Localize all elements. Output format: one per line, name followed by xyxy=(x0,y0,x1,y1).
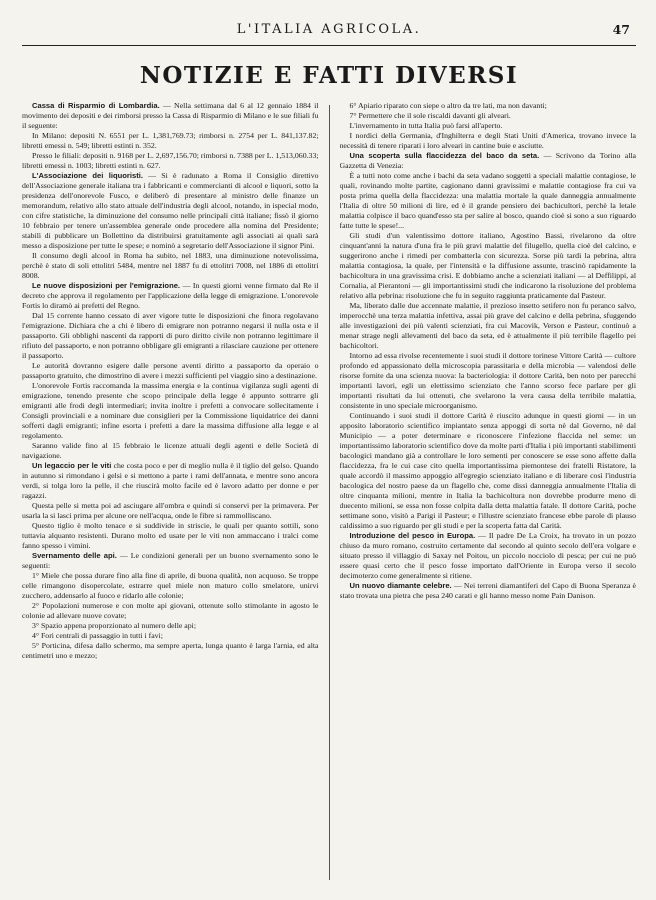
paragraph xyxy=(22,441,319,461)
paragraph xyxy=(340,531,637,581)
paragraph-text: Le autorità dovranno esigere dalle persone aventi diritto a passaporto da operaio o passaporto gratuito, che dimostrino di avere i mezzi sufficienti pel viaggio sino a destinazione. xyxy=(22,361,319,380)
paragraph-text: 4° Fori centrali di passaggio in tutti i favi; xyxy=(32,631,163,640)
paragraph-heading: Introduzione del pesco in Europa. xyxy=(349,531,476,540)
paragraph-text: Questa pelle si metta poi ad asciugare all'ombra e quindi si conservi per la primavera. Per usarla la si lasci prima per alcune ore nell'acqua, onde le fibre si rammolliscano. xyxy=(22,501,319,520)
paragraph xyxy=(22,171,319,251)
paragraph xyxy=(22,281,319,311)
paragraph-text: I nordici della Germania, d'Inghilterra e degli Stati Uniti d'America, trovano invece la necessità di tenere riparati i loro alveari in cantine buie e asciutte. xyxy=(339,131,636,150)
paragraph xyxy=(22,461,319,501)
left-column xyxy=(22,101,319,891)
paragraph-text: Questo tiglio è molto tenace e si suddivide in striscie, le quali per quanto sottili, sono tuttavia alquanto resistenti. Durano molto ed usate per le viti non ammaccano i tralci come fanno spesso i vimini. xyxy=(22,521,319,550)
paragraph xyxy=(22,631,319,641)
paragraph-text: che costa poco e per di meglio nulla è il tiglio del gelso. Quando in autunno si rimondano i gelsi e si mettono a parte i rami dell'annata, e mentre sono ancora verdi, si tolga loro la pelle, il che riuscirà molto facile ed è lavoro adatto per donne e per ragazzi. xyxy=(22,461,319,500)
paragraph-text: — Scrivono da Torino alla Gazzetta di Venezia: xyxy=(339,151,636,170)
paragraph xyxy=(22,521,319,551)
paragraph-text: — Si è radunato a Roma il Consiglio direttivo dell'Associazione generale italiana tra i fabbricanti e commercianti di alcool e liquori, sotto la presidenza dell'onorevole Fusco, e deliberò di presentare al ministro delle finanze un memorandum, relativo allo stato attuale dell'industria degli alcool, notando, in ispecial modo, con cifre statistiche, la diminuzione del consumo nelle principali città italiane; fissò il giorno 10 febbraio per tenere un'assemblea generale onde procedere alla nomina del Presidente; stabilì di pubblicare un Bollettino da distribuirsi gratuitamente agli associati ai quali sarà messo a disposizione per tutte le spese; e nominò a segretario dell'Associazione il signor Pini. xyxy=(22,171,319,250)
paragraph xyxy=(22,641,319,661)
paragraph xyxy=(22,131,319,151)
paragraph xyxy=(340,101,637,111)
paragraph-text: Presso le filiali: depositi n. 9168 per L. 2,697,156.70; rimborsi n. 7388 per L. 1,513,060.33; libretti emessi n. 1003; libretti estinti n. 627. xyxy=(22,151,319,170)
section-title: NOTIZIE E FATTI DIVERSI xyxy=(139,62,519,89)
paragraph xyxy=(22,101,319,131)
paragraph xyxy=(22,551,319,571)
column-divider xyxy=(329,105,330,880)
paragraph-text: Dal 15 corrente hanno cessato di aver vigore tutte le disposizioni che finora regolavano l'emigrazione. Dichiara che a chi è libero di emigrare non potranno negarsi il nulla osta e il passaporto. Gli obblighi nascenti da rapporti di puro diritto civile non potranno legittimare il rifiuto del passaporto, e non potranno obbligare gli emigranti a rilasciare cauzione per ottenere il passaporto. xyxy=(22,311,319,360)
paragraph-text: Continuando i suoi studi il dottore Carità è riuscito adunque in questi giorni — in un apposito laboratorio scientifico impiantato senza appoggi di sorta nè dal Governo, nè dal Municipio — a poter determinare e riconoscere l'infezione flaccida nel seme: un importantissimo laboratorio scientifico dove da molte parti d'Italia i più importanti stabilimenti bacologici mandano già a controllare le loro sementi per conoscere se esse sono affette dalla flaccidezza, fra le cui case cito quella importantissima piemontese dei fratelli Ristatore, la quale accordò il massimo appoggio all'egregio scienziato italiano e di liberare così l'industria bacologica del nostro paese da un flagello che, come dissi danneggia annualmente l'Italia di oltre cinquanta milioni, mentre in Italia la bachicoltura non dovrebbe produrre meno di duecento milioni, se essa non fosse colpita dalla detta malattia fatale. Il dottore Carità, poche settimane sono, visitò a Parigi il Pasteur; e l'illustre scienziato francese ebbe parole di plauso caldissimo a suo riguardo per gli studi e per la scoperta fatta dal Carità. xyxy=(339,411,636,530)
paragraph xyxy=(340,231,637,301)
paragraph-text: L'onorevole Fortis raccomanda la massima energia e la continua vigilanza sugli agenti di emigrazione, tenendo presente che scopo principale della legge è appunto sottrarre gli emigranti alle frodi degli intermediari; invita inoltre i prefetti a convocare sollecitamente i Consigli provinciali e a nominare due consiglieri per la Commissione liquidatrice dei danni sofferti dagli emigranti; infine esorta i prefetti a dare la massima diffusione alla legge e al regolamento. xyxy=(22,381,319,440)
paragraph xyxy=(340,111,637,121)
right-column xyxy=(340,101,637,891)
paragraph-heading: Un legaccio per le viti xyxy=(32,461,112,470)
paragraph xyxy=(340,411,637,531)
journal-title: L'ITALIA AGRICOLA. xyxy=(236,22,422,37)
paragraph xyxy=(22,251,319,281)
paragraph-text: — Le condizioni generali per un buono svernamento sono le seguenti: xyxy=(22,551,319,570)
paragraph-text: Il consumo degli alcool in Roma ha subito, nel 1883, una diminuzione notevolissima, perchè è stato di soli ettolitri 5484, mentre nel 1887 fu di ettolitri 7008, nel 1886 di ettolitri 8008. xyxy=(22,251,319,280)
article-columns xyxy=(22,101,636,891)
page-number: 47 xyxy=(612,22,630,37)
paragraph xyxy=(22,151,319,171)
paragraph-text: 5° Porticina, difesa dallo schermo, ma sempre aperta, lunga quanto è larga l'arnia, ed alta centimetri uno e mezzo; xyxy=(22,641,319,660)
running-header xyxy=(22,14,636,46)
paragraph-text: — Nella settimana dal 6 al 12 gennaio 1884 il movimento dei depositi e dei rimborsi presso la Cassa di Risparmio di Milano e le sue filiali fu il seguente: xyxy=(22,101,319,130)
paragraph xyxy=(340,131,637,151)
paragraph-heading: Un nuovo diamante celebre. xyxy=(349,581,452,590)
paragraph xyxy=(340,151,637,171)
paragraph xyxy=(22,601,319,621)
paragraph-heading: Svernamento delle api. xyxy=(32,551,117,560)
paragraph xyxy=(22,571,319,601)
paragraph-text: — Il padre De La Croix, ha trovato in un pozzo chiuso da muro romano, costruito certamente dal secondo al quinto secolo dell'era volgare e situato presso il villaggio di Saxay nel Poitou, un piccolo nocciolo di pesca; per cui ne può essere quasi certo che il pesco fosse importato dall'Oriente in Europa verso il secolo decimoterzo come generalmente si ritiene. xyxy=(339,531,636,580)
paragraph xyxy=(22,311,319,361)
paragraph xyxy=(22,621,319,631)
paragraph-text: 7° Permettere che il sole riscaldi davanti gli alveari. xyxy=(349,111,511,120)
paragraph-text: È a tutti noto come anche i bachi da seta vadano soggetti a speciali malattie contagiose, le quali, rovinando molte partite, cagionano danni gravissimi e malattie contagiose fra cui va posta prima quella della flaccidezza: una malattia mortale la quale danneggia annualmente l'Italia di oltre 50 milioni di lire, ed è il grande pensiero dei bachicultori, perchè la letale malattia colpisce il baco quand'esso sta per salire al bosco, quando cioè si sono a suo riguardo fatte tutte le spese!... xyxy=(339,171,636,230)
paragraph-text: 3° Spazio appena proporzionato al numero delle api; xyxy=(32,621,196,630)
paragraph-text: L'invernamento in tutta Italia può farsi all'aperto. xyxy=(349,121,503,130)
paragraph-text: — Nei terreni diamantiferi del Capo di Buona Speranza è stato trovata una pietra che pesa 240 carati e gli hanno messo nome Pain Danison. xyxy=(339,581,636,600)
paragraph xyxy=(340,351,637,411)
paragraph xyxy=(340,301,637,351)
paragraph xyxy=(22,361,319,381)
paragraph-text: 2° Popolazioni numerose e con molte api giovani, ottenute sollo stimolante in agosto le colonie ad allevare nuove covate; xyxy=(22,601,319,620)
paragraph xyxy=(22,501,319,521)
paragraph-text: Saranno valide fino al 15 febbraio le licenze attuali degli agenti e delle Società di navigazione. xyxy=(22,441,319,460)
paragraph xyxy=(340,121,637,131)
paragraph-heading: Cassa di Risparmio di Lombardia. xyxy=(32,101,160,110)
paragraph xyxy=(340,581,637,601)
paragraph-text: Gli studi d'un valentissimo dottore italiano, Agostino Bassi, rivelarono da oltre cinquant'anni la natura d'una fra le più gravi malattie del filugello, quella cioè del calcino, e suggerirono anche i rimedi per combatterla con sicurezza. Sorse più tardi la pebrina, altra malattia contagiosa, la quale, per l'intensità e la diffusione assunte, trascinò rapidamente la bachicoltura in una gravissima crisi. E dobbiamo anche a scienziati italiani — al Deffilippi, al Cornalia, al Pierantoni — gli importantissimi studi che indicarono la risoluzione del problema relativo alla pebrina: risoluzione che fu in seguito raggiunta praticamente dal Pasteur. xyxy=(339,231,636,300)
paragraph xyxy=(340,171,637,231)
paragraph-heading: L'Associazione dei liquoristi. xyxy=(32,171,143,180)
paragraph-text: 1° Miele che possa durare fino alla fine di aprile, di buona qualità, non acquoso. Se troppe celle rimangono disopercolate, estrarre quel miele non maturo collo smelatore, unirvi zucchero, addensarlo al fuoco e ridarlo alle colonie; xyxy=(22,571,319,600)
paragraph-heading: Una scoperta sulla flaccidezza del baco da seta. xyxy=(349,151,540,160)
paragraph-text: Ma, liberato dalle due accennate malattie, il prezioso insetto setifero non fu peranco salvo, imperocchè una terza malattia infettiva, assai più grave del calcino e della pebrina, sfuggendo alle investigazioni dei più valenti scienziati, fra cui Macovik, Verson e Pasteur, continuò a menar strage negli allevamenti del baco da seta, ed è attualmente il più terribile flagello pei bachicoltori. xyxy=(339,301,636,350)
paragraph-text: — In questi giorni venne firmato dal Re il decreto che approva il regolamento per l'applicazione della legge di emigrazione. L'onorevole Fortis lo diramò ai prefetti del Regno. xyxy=(22,281,319,310)
paragraph-heading: Le nuove disposizioni per l'emigrazione. xyxy=(32,281,181,290)
paragraph-text: Intorno ad essa rivolse recentemente i suoi studi il dottore torinese Vittore Carità — cultore profondo ed appassionato della microscopia parassitaria e della microbia — valendosi delle risorse fornite da una scienza nuova: la bacteriologia: il dottore Carità, ben noto per parecchi importanti lavori, egli un elettissimo scienziato che l'anno scorso fece parlare per gli importanti risultati da lui ottenuti, che svelarono la vera causa della terribile malattia, consistente in uno speciale microorganismo. xyxy=(339,351,636,410)
paragraph-text: 6° Apiario riparato con siepe o altro da tre lati, ma non davanti; xyxy=(349,101,547,110)
paragraph xyxy=(22,381,319,441)
paragraph-text: In Milano: depositi N. 6551 per L. 1,381,769.73; rimborsi n. 2754 per L. 841,137.82; libretti emessi n. 549; libretti estinti n. 352. xyxy=(22,131,319,150)
